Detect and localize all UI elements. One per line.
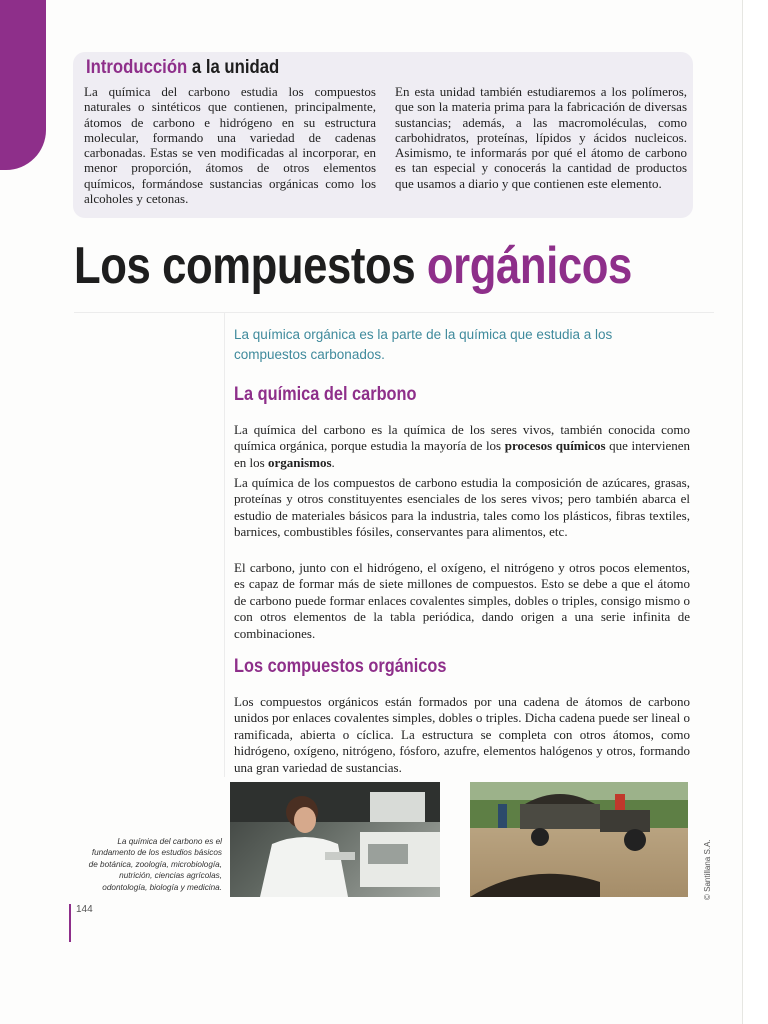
copyright-credit: © Santillana S.A. bbox=[703, 839, 712, 900]
section1-paragraph-2: La química de los compuestos de carbono estudia la composición de azúcares, grasas, proteínas y otros constituyentes esenciales de los seres vivos; pero también abarca el estudio de materiales básicos para la industria, tales como los plásticos, fibras textiles, barnices, combustibles fósiles, conservantes para alimentos, etc. bbox=[234, 475, 690, 540]
p1-text-a: La química del carbono es la química de los seres vivos, también conocida como química orgánica, porque estudia la mayoría de los bbox=[234, 422, 690, 454]
p1-bold-organisms: organismos bbox=[267, 454, 332, 470]
intro-title-accent: Introducción bbox=[86, 57, 188, 78]
p1-text-c: . bbox=[331, 454, 335, 470]
section2-paragraph-1: Los compuestos orgánicos están formados por una cadena de átomos de carbono unidos por enlaces covalentes simples, dobles o triples. Dicha cadena puede ser lineal o ramificada, abierta o cíclica. La estructura se completa con otros átomos, como hidrógeno, oxígeno, nitrógeno, fósforo, azufre, elementos halógenos y otros, formando una gran variedad de sustancias. bbox=[234, 694, 690, 775]
lead-text: La química orgánica es la parte de la química que estudia a los compuestos carbonados. bbox=[234, 327, 613, 362]
horizontal-divider bbox=[74, 312, 714, 313]
intro-column-right: En esta unidad también estudiaremos a los polímeros, que son la materia prima para la fabricación de diversas sustancias; además, a las macromoléculas, como carbohidratos, proteínas, lípidos y ácidos nucleicos. Asimismo, te informarás por qué el átomo de carbono es tan especial y conocerás la cantidad de productos que usamos a diario y que contienen este elemento. bbox=[395, 84, 687, 191]
photo-caption: La química del carbono es el fundamento de los estudios básicos de botánica, zoología, microbiología, nutrición, ciencias agrícolas, odontología, biología y medicina. bbox=[88, 837, 222, 892]
intro-column-left: La química del carbono estudia los compuestos naturales o sintéticos que contienen, principalmente, átomos de carbono e hidrógeno en su estructura molecular, formando una variedad de cadenas carbonadas. Estas se ven modificadas al incorporar, en menor proporción, átomos de otros elementos químicos, formándose sustancias orgánicas como los alcoholes y cetonas. bbox=[84, 84, 376, 207]
page-title bbox=[74, 236, 632, 296]
page-title-dark: Los compuestos bbox=[74, 237, 416, 295]
section-title-carbon-chemistry: La química del carbono bbox=[234, 384, 417, 405]
section1-paragraph-3: El carbono, junto con el hidrógeno, el oxígeno, el nitrógeno y otros pocos elementos, es capaz de formar más de siete millones de compuestos. Esto se debe a que el átomo de carbono puede formar enlaces covalentes simples, dobles o triples, consigo mismo o con otros elementos de la tabla periódica, dando origen a una serie infinita de combinaciones. bbox=[234, 560, 690, 641]
p1-bold-processes: procesos químicos bbox=[504, 438, 606, 454]
intro-title-rest: a la unidad bbox=[191, 57, 280, 78]
page-number: 144 bbox=[76, 904, 93, 915]
page-title-accent: orgánicos bbox=[426, 237, 632, 295]
vertical-divider bbox=[224, 312, 225, 777]
lab-scene-illustration bbox=[230, 782, 440, 897]
corner-tab-decoration bbox=[0, 0, 46, 170]
intro-title bbox=[86, 57, 279, 79]
page-number-bar bbox=[69, 904, 71, 942]
section1-paragraph-1 bbox=[234, 422, 690, 471]
p1-text-b: que intervienen en los bbox=[234, 438, 691, 470]
field-photo bbox=[470, 782, 688, 897]
lab-photo bbox=[230, 782, 440, 897]
field-scene-illustration bbox=[470, 782, 688, 897]
section-title-organic-compounds: Los compuestos orgánicos bbox=[234, 656, 447, 677]
